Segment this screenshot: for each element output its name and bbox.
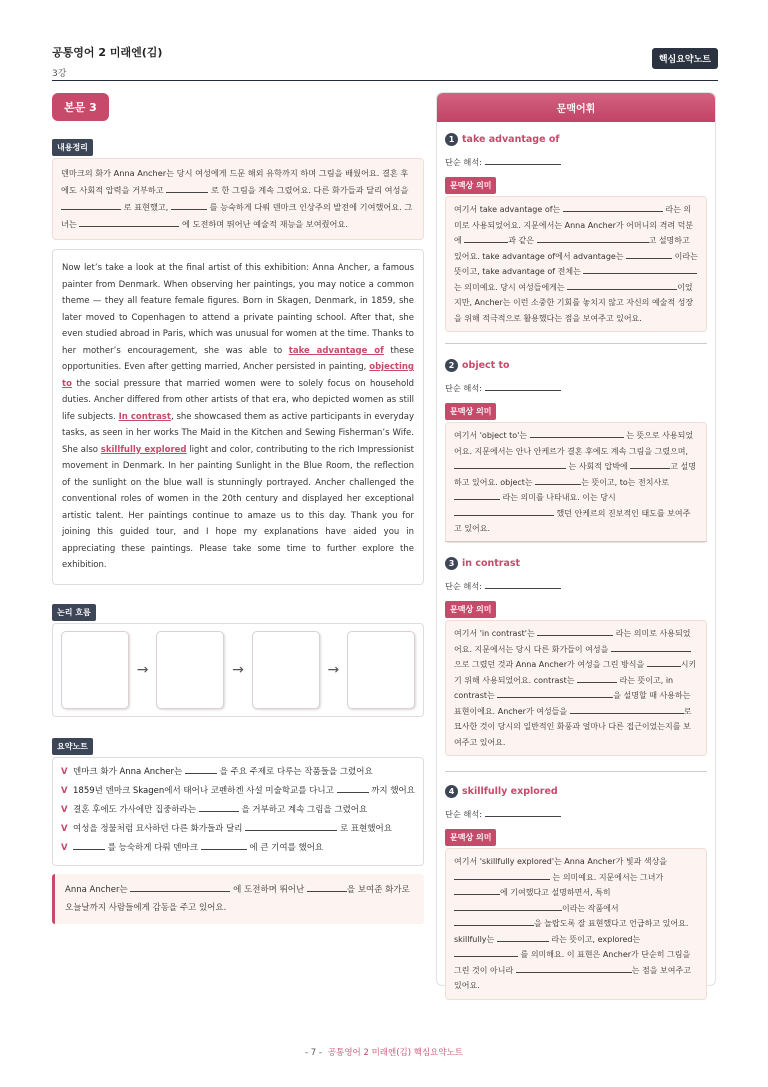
context-text: 를 의미해요. 이 표현은 Ancher가 단순히 그림을 그린 것이 아니라 bbox=[454, 950, 691, 975]
header-divider bbox=[52, 80, 718, 81]
note-item bbox=[61, 840, 415, 856]
blank-field[interactable] bbox=[61, 200, 121, 210]
context-text: 는 의미예요. 당시 여성들에게는 bbox=[454, 282, 565, 292]
context-text: 고 설명하고 있어요. take advantage of에서 advantage는 bbox=[454, 236, 690, 261]
highlight-in-contrast: In contrast bbox=[118, 411, 171, 422]
blank-field[interactable] bbox=[537, 626, 613, 636]
summary-text: 를 능숙하게 다뤄 덴마크 인상주의 발전에 기여했어요. 그녀는 bbox=[61, 202, 413, 229]
summary-text: 덴마크의 화가 Anna Ancher는 당시 여성에게 드문 해외 유학까지 하며 그림을 배웠어요. 결혼 후에도 사회적 압력을 거부하고 bbox=[61, 168, 409, 195]
check-icon: V bbox=[61, 842, 68, 853]
blank-field[interactable] bbox=[171, 200, 207, 210]
blank-field[interactable] bbox=[454, 885, 500, 895]
blank-field[interactable] bbox=[201, 840, 247, 850]
context-text: 여기서 'in contrast'는 bbox=[454, 629, 535, 638]
blank-field[interactable] bbox=[245, 821, 337, 831]
conclusion-callout bbox=[52, 874, 424, 924]
flow-card[interactable] bbox=[156, 631, 224, 709]
flow-card[interactable] bbox=[347, 631, 415, 709]
summary-text: 에 도전하며 뛰어난 예술적 재능을 보여줬어요. bbox=[182, 219, 348, 229]
blank-field[interactable] bbox=[516, 963, 632, 973]
notes-tag: 요약노트 bbox=[52, 738, 93, 755]
arrow-right-icon: → bbox=[327, 661, 340, 678]
context-text: 라는 의미로 사용되었어요. 지문에서는 Anna Ancher가 어머니의 격려 덕분에 bbox=[454, 205, 694, 245]
note-item bbox=[61, 783, 415, 799]
note-text: 을 거부하고 계속 그림을 그렸어요 bbox=[241, 804, 368, 815]
context-text: 여기서 'object to'는 bbox=[454, 431, 528, 440]
page-header bbox=[52, 44, 718, 79]
note-text: 로 표현했어요 bbox=[339, 823, 392, 834]
blank-field[interactable] bbox=[464, 233, 508, 243]
context-text: 는 점을 보여주고 있어요. bbox=[454, 965, 691, 990]
context-text: 과 같은 bbox=[508, 236, 535, 245]
flow-box bbox=[52, 623, 424, 717]
callout-text: Anna Ancher는 bbox=[65, 884, 128, 895]
flow-tag: 논리 흐름 bbox=[52, 604, 96, 621]
context-text: 는 뜻으로 사용되었어요. 지문에서는 안나 안케르가 결혼 후에도 계속 그림을 그렸으며, bbox=[454, 431, 694, 456]
vocab-item bbox=[445, 781, 707, 1000]
simple-label: 단순 해석: bbox=[445, 383, 482, 393]
vocab-word: in contrast bbox=[462, 558, 521, 569]
blank-field[interactable] bbox=[630, 459, 670, 469]
context-text: 에 기여했다고 설명하면서, 특히 bbox=[500, 888, 611, 897]
callout-text: 을 보여준 화가로 오늘날까지 사람들에게 감동을 주고 있어요. bbox=[65, 884, 410, 913]
blank-field[interactable] bbox=[454, 916, 534, 926]
simple-label: 단순 해석: bbox=[445, 581, 482, 591]
vocab-word: take advantage of bbox=[462, 134, 560, 145]
context-box bbox=[445, 196, 707, 332]
arrow-right-icon: → bbox=[136, 661, 149, 678]
summary-box bbox=[52, 158, 424, 240]
blank-field[interactable] bbox=[454, 947, 518, 957]
context-text: 라는 의미를 나타내요. 이는 당시 bbox=[502, 493, 616, 502]
blank-field[interactable] bbox=[73, 840, 105, 850]
context-text: 을 놀랍도록 잘 표현했다고 언급하고 있어요. skillfully는 bbox=[454, 919, 689, 944]
context-text: 여기서 'skillfully explored'는 Anna Ancher가 빛과 색상을 bbox=[454, 857, 668, 866]
passage-text: the social pressure that married women were to solely focus on household duties. Ancher differed from other artists of that era, who depicted women as still life subjects. bbox=[62, 378, 414, 422]
vocab-item bbox=[445, 355, 707, 543]
simple-translation bbox=[445, 807, 707, 820]
blank-field[interactable] bbox=[583, 264, 697, 274]
vocab-number: 3 bbox=[445, 557, 458, 570]
blank-field[interactable] bbox=[563, 202, 663, 212]
simple-translation bbox=[445, 579, 707, 592]
context-text: 라는 의미로 사용되었어요. 지문에서는 당시 다른 화가들이 여성을 bbox=[454, 629, 691, 654]
blank-field[interactable] bbox=[537, 233, 649, 243]
blank-field[interactable] bbox=[485, 807, 561, 817]
left-column bbox=[52, 93, 424, 924]
simple-label: 단순 해석: bbox=[445, 157, 482, 167]
context-text: 이라는 작품에서 bbox=[562, 903, 619, 913]
context-text: 로 묘사한 것이 당시의 일반적인 화풍과 얼마나 다른 접근이었는지를 보여주고 있어요. bbox=[454, 706, 692, 747]
blank-field[interactable] bbox=[454, 459, 566, 469]
vocab-item bbox=[445, 553, 707, 756]
context-text: 는 뜻이고, to는 전치사로 bbox=[581, 477, 669, 487]
context-text: 이라는 뜻이고, take advantage of 전체는 bbox=[454, 251, 698, 276]
flow-card[interactable] bbox=[61, 631, 129, 709]
logic-flow bbox=[52, 600, 424, 717]
blank-field[interactable] bbox=[454, 490, 500, 500]
passage-text: light and color, contributing to the rich Impressionist movement in Denmark. In her painting Sunlight in the Blue Room, the reflection of the sunlight on the blue wall is stunningly portrayed. Ancher challenged the conventional roles of women in the 20th century and displayed her exceptional artistic talent. Her paintings continue to amaze us to this day. Thank you for joining this guided tour, and I hope my explanations have aided you in appreciating these paintings. Please take some time to further explore the exhibition. bbox=[62, 444, 415, 570]
blank-field[interactable] bbox=[307, 882, 347, 892]
blank-field[interactable] bbox=[485, 155, 561, 165]
lesson-label: 3강 bbox=[52, 69, 67, 79]
note-text: 을 주요 주제로 다루는 작품들을 그렸어요 bbox=[219, 766, 373, 777]
note-text: 에 큰 기여를 했어요 bbox=[249, 842, 324, 853]
vocabulary-panel bbox=[436, 92, 716, 990]
check-icon: V bbox=[61, 823, 68, 834]
blank-field[interactable] bbox=[567, 280, 677, 290]
note-item bbox=[61, 821, 415, 837]
section-title: 본문 3 bbox=[52, 93, 109, 121]
highlight-objecting-to: objecting to bbox=[62, 362, 414, 389]
blank-field[interactable] bbox=[337, 783, 369, 793]
check-icon: V bbox=[61, 766, 68, 777]
blank-field[interactable] bbox=[485, 579, 561, 589]
context-text: 을 설명할 때 사용하는 표현이에요. Ancher가 여성들을 bbox=[454, 691, 691, 716]
context-box bbox=[445, 620, 707, 756]
blank-field[interactable] bbox=[454, 870, 550, 880]
context-text: 시키기 위해 사용되었어요. contrast는 bbox=[454, 660, 697, 685]
context-box bbox=[445, 422, 707, 543]
context-text: 으로 그렸던 것과 Anna Ancher가 여성을 그린 방식을 bbox=[454, 660, 645, 669]
note-text: 1859년 덴마크 Skagen에서 태어나 코펜하겐 사설 미술학교를 다니고 bbox=[73, 785, 334, 796]
header-badge: 핵심요약노트 bbox=[652, 48, 718, 69]
summary-notes bbox=[52, 734, 424, 924]
context-text: 는 사회적 압박에 bbox=[568, 462, 628, 471]
summary-text: 로 한 그림을 계속 그렸어요. 다른 화가들과 달리 여성을 bbox=[210, 185, 409, 195]
blank-field[interactable] bbox=[130, 882, 230, 892]
simple-label: 단순 해석: bbox=[445, 809, 482, 819]
vocab-word: object to bbox=[462, 360, 510, 371]
callout-text: 에 도전하며 뛰어난 bbox=[233, 884, 305, 895]
blank-field[interactable] bbox=[611, 642, 691, 652]
context-tag: 문맥상 의미 bbox=[445, 601, 496, 618]
blank-field[interactable] bbox=[530, 428, 624, 438]
vocab-number: 4 bbox=[445, 785, 458, 798]
footer-title: 공통영어 2 미래엔(김) 핵심요약노트 bbox=[327, 1048, 464, 1058]
blank-field[interactable] bbox=[497, 688, 613, 698]
passage-text: these opportunities. Even after getting married, Ancher persisted in painting, bbox=[62, 345, 414, 372]
vocab-word: skillfully explored bbox=[462, 786, 558, 797]
blank-field[interactable] bbox=[497, 932, 549, 942]
context-text: 는 의미예요. 지문에서는 그녀가 bbox=[552, 872, 664, 882]
document-title: 공통영어 2 미래엔(김) bbox=[52, 46, 163, 59]
note-text: 를 능숙하게 다뤄 덴마크 bbox=[107, 842, 198, 853]
divider bbox=[445, 771, 707, 772]
highlight-skillfully-explored: skillfully explored bbox=[100, 444, 187, 455]
page-footer bbox=[0, 1046, 768, 1058]
context-tag: 문맥상 의미 bbox=[445, 829, 496, 846]
context-text: 여기서 take advantage of는 bbox=[454, 205, 561, 214]
note-item bbox=[61, 764, 415, 780]
divider bbox=[445, 541, 707, 542]
simple-translation bbox=[445, 381, 707, 394]
notes-box bbox=[52, 757, 424, 866]
context-text: 라는 뜻이고, in contrast는 bbox=[454, 675, 674, 700]
highlight-take-advantage-of: take advantage of bbox=[288, 345, 384, 356]
blank-field[interactable] bbox=[454, 506, 554, 516]
blank-field[interactable] bbox=[185, 764, 217, 774]
blank-field[interactable] bbox=[199, 802, 239, 812]
vocab-item bbox=[445, 129, 707, 332]
blank-field[interactable] bbox=[535, 475, 581, 485]
context-text: 라는 뜻이고, explored는 bbox=[551, 934, 641, 944]
blank-field[interactable] bbox=[647, 657, 681, 667]
check-icon: V bbox=[61, 804, 68, 815]
check-icon: V bbox=[61, 785, 68, 796]
blank-field[interactable] bbox=[454, 901, 562, 911]
passage-text: Now let’s take a look at the final artist of this exhibition: Anna Ancher, a famous painter from Denmark. When observing her paintings, you may notice a common theme — they all feature female figures. Born in Skagen, Denmark, in 1859, she later moved to Copenhagen to attend a private painting school. After that, she even studied abroad in Paris, which was unusual for women at the time. Thanks to her mother’s encouragement, she was able to bbox=[62, 263, 414, 356]
page-number: - 7 - bbox=[304, 1048, 322, 1058]
divider bbox=[445, 343, 707, 344]
context-text: 고 설명하고 있어요. object는 bbox=[454, 462, 697, 487]
context-text: 했던 안케르의 진보적인 태도를 보여주고 있어요. bbox=[454, 508, 691, 533]
note-text: 까지 했어요 bbox=[371, 785, 415, 796]
blank-field[interactable] bbox=[79, 217, 179, 227]
flow-card[interactable] bbox=[252, 631, 320, 709]
vocab-number: 2 bbox=[445, 359, 458, 372]
passage-box bbox=[52, 249, 424, 585]
summary-tag: 내용정리 bbox=[52, 139, 93, 156]
blank-field[interactable] bbox=[485, 381, 561, 391]
context-box bbox=[445, 848, 707, 1000]
context-tag: 문맥상 의미 bbox=[445, 177, 496, 194]
summary-text: 로 표현했고, bbox=[123, 202, 169, 212]
vocab-number: 1 bbox=[445, 133, 458, 146]
arrow-right-icon: → bbox=[232, 661, 244, 678]
note-text: 결혼 후에도 가사에만 집중하라는 bbox=[73, 804, 197, 815]
vocabulary-heading: 문맥어휘 bbox=[437, 93, 715, 122]
context-tag: 문맥상 의미 bbox=[445, 403, 496, 420]
blank-field[interactable] bbox=[570, 704, 684, 714]
blank-field[interactable] bbox=[626, 249, 672, 259]
blank-field[interactable] bbox=[166, 183, 208, 193]
note-text: 여성을 정물처럼 묘사하던 다른 화가들과 달리 bbox=[73, 823, 243, 834]
blank-field[interactable] bbox=[577, 673, 617, 683]
context-text: 이었지만, Ancher는 이런 소중한 기회를 놓치지 않고 자신의 예술적 성장을 위해 적극적으로 활용했다는 점을 보여주고 있어요. bbox=[454, 282, 694, 323]
note-text: 덴마크 화가 Anna Ancher는 bbox=[73, 766, 183, 777]
note-item bbox=[61, 802, 415, 818]
passage-text: , she showcased them as active participants in everyday tasks, as seen in her works The Maid in the Kitchen and Sewing Fisherman’s Wife. She also bbox=[62, 411, 414, 455]
simple-translation bbox=[445, 155, 707, 168]
